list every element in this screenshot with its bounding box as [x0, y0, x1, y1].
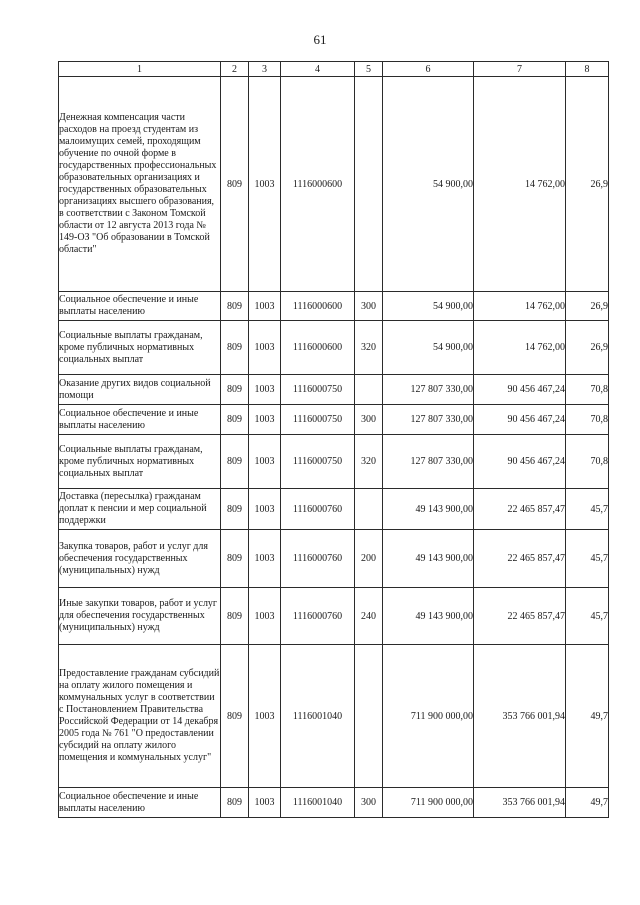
execution-percent: 70,8	[566, 435, 609, 489]
section-code: 1003	[249, 375, 281, 405]
executed-amount: 14 762,00	[474, 292, 566, 321]
expense-type-code: 300	[355, 788, 383, 818]
executed-amount: 22 465 857,47	[474, 489, 566, 530]
section-code: 1003	[249, 645, 281, 788]
section-code: 1003	[249, 788, 281, 818]
column-header-5: 5	[355, 62, 383, 77]
executed-amount: 90 456 467,24	[474, 435, 566, 489]
ministry-code: 809	[221, 292, 249, 321]
section-code: 1003	[249, 530, 281, 588]
target-article-code: 1116001040	[281, 788, 355, 818]
section-code: 1003	[249, 292, 281, 321]
target-article-code: 1116000750	[281, 375, 355, 405]
ministry-code: 809	[221, 375, 249, 405]
table-row	[59, 489, 609, 530]
budget-table	[58, 61, 609, 818]
table-row	[59, 588, 609, 645]
planned-amount: 54 900,00	[383, 292, 474, 321]
table-row	[59, 375, 609, 405]
table-row	[59, 645, 609, 788]
ministry-code: 809	[221, 405, 249, 435]
execution-percent: 45,7	[566, 489, 609, 530]
executed-amount: 14 762,00	[474, 77, 566, 292]
column-header-7: 7	[474, 62, 566, 77]
column-number-row	[59, 62, 609, 77]
section-code: 1003	[249, 405, 281, 435]
row-name: Социальное обеспечение и иные выплаты населению	[59, 788, 221, 818]
executed-amount: 14 762,00	[474, 321, 566, 375]
table-row	[59, 321, 609, 375]
expense-type-code: 320	[355, 321, 383, 375]
column-header-2: 2	[221, 62, 249, 77]
executed-amount: 353 766 001,94	[474, 788, 566, 818]
target-article-code: 1116000760	[281, 530, 355, 588]
table-row	[59, 292, 609, 321]
target-article-code: 1116000600	[281, 321, 355, 375]
ministry-code: 809	[221, 788, 249, 818]
section-code: 1003	[249, 435, 281, 489]
executed-amount: 353 766 001,94	[474, 645, 566, 788]
table-row	[59, 530, 609, 588]
target-article-code: 1116000750	[281, 405, 355, 435]
execution-percent: 70,8	[566, 405, 609, 435]
row-name: Денежная компенсация части расходов на проезд студентам из малоимущих семей, проходящим обучение по очной форме в государственных профессиональных образовательных организациях и государственных образовательных организациях высшего образования, в соответствии с Законом Томской области от 12 августа 2013 года № 149-ОЗ "Об образовании в Томской области"	[59, 77, 221, 292]
table-row	[59, 435, 609, 489]
planned-amount: 49 143 900,00	[383, 588, 474, 645]
expense-type-code	[355, 645, 383, 788]
execution-percent: 49,7	[566, 788, 609, 818]
page-number: 61	[313, 32, 327, 47]
target-article-code: 1116000760	[281, 588, 355, 645]
expense-type-code	[355, 77, 383, 292]
expense-type-code: 300	[355, 292, 383, 321]
ministry-code: 809	[221, 645, 249, 788]
execution-percent: 26,9	[566, 77, 609, 292]
planned-amount: 54 900,00	[383, 321, 474, 375]
row-name: Закупка товаров, работ и услуг для обеспечения государственных (муниципальных) нужд	[59, 530, 221, 588]
section-code: 1003	[249, 77, 281, 292]
expense-type-code: 200	[355, 530, 383, 588]
target-article-code: 1116000600	[281, 77, 355, 292]
executed-amount: 22 465 857,47	[474, 588, 566, 645]
expense-type-code	[355, 375, 383, 405]
column-header-4: 4	[281, 62, 355, 77]
execution-percent: 70,8	[566, 375, 609, 405]
target-article-code: 1116000750	[281, 435, 355, 489]
row-name: Социальное обеспечение и иные выплаты населению	[59, 292, 221, 321]
row-name: Социальные выплаты гражданам, кроме публичных нормативных социальных выплат	[59, 321, 221, 375]
ministry-code: 809	[221, 321, 249, 375]
row-name: Социальное обеспечение и иные выплаты населению	[59, 405, 221, 435]
target-article-code: 1116001040	[281, 645, 355, 788]
planned-amount: 127 807 330,00	[383, 435, 474, 489]
planned-amount: 127 807 330,00	[383, 375, 474, 405]
execution-percent: 26,9	[566, 321, 609, 375]
execution-percent: 26,9	[566, 292, 609, 321]
table-row	[59, 405, 609, 435]
execution-percent: 45,7	[566, 588, 609, 645]
ministry-code: 809	[221, 77, 249, 292]
target-article-code: 1116000760	[281, 489, 355, 530]
planned-amount: 711 900 000,00	[383, 645, 474, 788]
planned-amount: 49 143 900,00	[383, 489, 474, 530]
section-code: 1003	[249, 588, 281, 645]
expense-type-code: 300	[355, 405, 383, 435]
column-header-8: 8	[566, 62, 609, 77]
ministry-code: 809	[221, 588, 249, 645]
row-name: Социальные выплаты гражданам, кроме публичных нормативных социальных выплат	[59, 435, 221, 489]
expense-type-code: 320	[355, 435, 383, 489]
column-header-6: 6	[383, 62, 474, 77]
planned-amount: 54 900,00	[383, 77, 474, 292]
section-code: 1003	[249, 321, 281, 375]
executed-amount: 22 465 857,47	[474, 530, 566, 588]
row-name: Предоставление гражданам субсидий на оплату жилого помещения и коммунальных услуг в соответствии с Постановлением Правительства Российской Федерации от 14 декабря 2005 года № 761 "О предоставлении субсидий на оплату жилого помещения и коммунальных услуг"	[59, 645, 221, 788]
executed-amount: 90 456 467,24	[474, 375, 566, 405]
column-header-1: 1	[59, 62, 221, 77]
row-name: Оказание других видов социальной помощи	[59, 375, 221, 405]
execution-percent: 49,7	[566, 645, 609, 788]
target-article-code: 1116000600	[281, 292, 355, 321]
ministry-code: 809	[221, 489, 249, 530]
column-header-3: 3	[249, 62, 281, 77]
table-row	[59, 77, 609, 292]
planned-amount: 711 900 000,00	[383, 788, 474, 818]
row-name: Доставка (пересылка) гражданам доплат к пенсии и мер социальной поддержки	[59, 489, 221, 530]
expense-type-code: 240	[355, 588, 383, 645]
table-row	[59, 788, 609, 818]
expense-type-code	[355, 489, 383, 530]
row-name: Иные закупки товаров, работ и услуг для обеспечения государственных (муниципальных) нужд	[59, 588, 221, 645]
planned-amount: 49 143 900,00	[383, 530, 474, 588]
ministry-code: 809	[221, 530, 249, 588]
execution-percent: 45,7	[566, 530, 609, 588]
planned-amount: 127 807 330,00	[383, 405, 474, 435]
section-code: 1003	[249, 489, 281, 530]
executed-amount: 90 456 467,24	[474, 405, 566, 435]
ministry-code: 809	[221, 435, 249, 489]
